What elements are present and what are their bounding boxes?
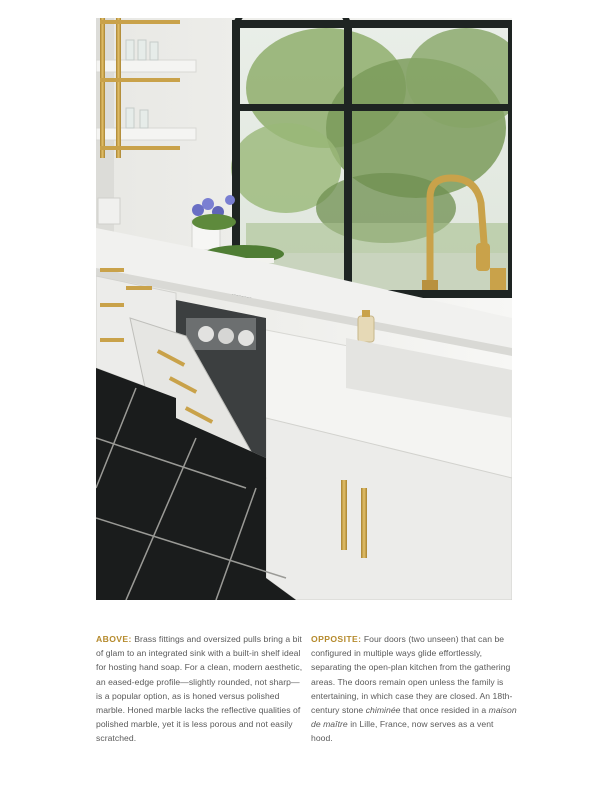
caption-opposite [311,632,517,746]
kitchen-illustration [96,18,512,600]
caption-opposite-text-2: that once resided in a [400,705,489,716]
caption-above-text: Brass fittings and oversized pulls bring a bit of glam to an integrated sink with a built-in shelf ideal for hosting hand soap. For a clean, modern aesthetic, an eased-edge profile—slightly rounded, not sharp—is a popular option, as is honed versus polished marble. Honed marble lacks the reflective qualities of polished marble, yet it is less porous and not easily scratched. [96,634,303,744]
caption-opposite-label: OPPOSITE: [311,634,362,644]
caption-opposite-italic-2: maison de maître [311,705,517,730]
caption-opposite-text-3: in Lille, France, now serves as a vent hood. [311,719,494,744]
caption-above-label: ABOVE: [96,634,132,644]
caption-opposite-text-1: Four doors (two unseen) that can be configured in multiple ways glide effortlessly, separating the open-plan kitchen from the gathering areas. The doors remain open unless the family is entertaining, in which case they are closed. An 18th-century stone [311,634,513,716]
caption-above [96,632,304,746]
kitchen-photo [96,18,512,600]
caption-opposite-italic-1: chiminée [365,705,401,716]
